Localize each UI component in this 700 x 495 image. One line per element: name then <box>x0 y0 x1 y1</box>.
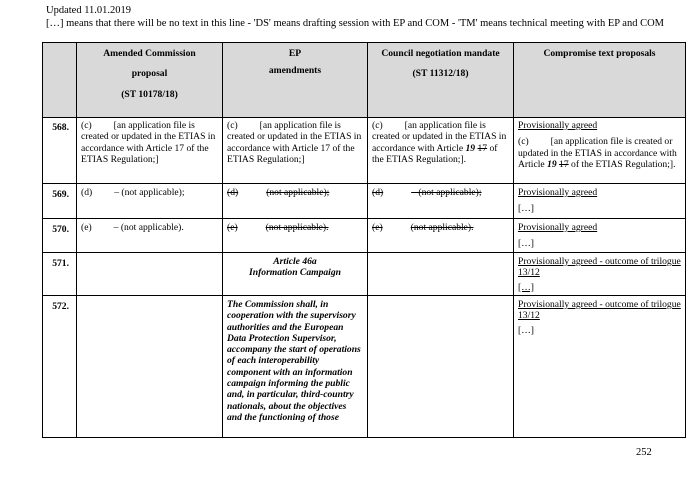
council-cell: (d) – (not applicable); <box>368 184 514 219</box>
header-council: Council negotiation mandate (ST 11312/18) <box>368 43 514 118</box>
header-number-cell <box>43 43 77 118</box>
commission-cell <box>77 296 223 438</box>
updated-date: Updated 11.01.2019 <box>46 5 132 16</box>
status-label: Provisionally agreed - outcome of trilogue 13/12 <box>518 299 681 322</box>
row-number: 569. <box>43 184 77 219</box>
row-number: 568. <box>43 118 77 184</box>
table-row-572 <box>43 296 686 438</box>
compromise-cell <box>514 296 686 438</box>
table-row-568 <box>43 118 686 184</box>
status-label: Provisionally agreed <box>518 120 598 131</box>
status-label: Provisionally agreed - outcome of trilogue 13/12 <box>518 256 681 279</box>
placeholder-text: […] <box>518 203 534 215</box>
header-ep: EP amendments <box>223 43 368 118</box>
ep-cell <box>223 296 368 438</box>
council-cell: (c) [an application file is created or updated in the ETIAS in accordance with Article 19 17 of the ETIAS Regulation;]. <box>368 118 514 184</box>
header-compromise: Compromise text proposals <box>514 43 686 118</box>
ep-amendment-text: The Commission shall, in cooperation with the supervisory authorities and the European Data Protection Supervisor, accompany the start of operations of each interoperability component with an information campaign informing the public and, in particular, third-country nationals, about the objectives and the functioning of those <box>227 299 361 423</box>
commission-cell: (c) [an application file is created or updated in the ETIAS in accordance with Article 17 of the ETIAS Regulation;] <box>77 118 223 184</box>
council-cell <box>368 296 514 438</box>
council-cell <box>368 253 514 296</box>
article-heading: Article 46a <box>273 256 317 267</box>
row-number: 572. <box>43 296 77 438</box>
table-row-570 <box>43 219 686 253</box>
status-label: Provisionally agreed <box>518 222 598 233</box>
status-label: Provisionally agreed <box>518 187 598 198</box>
table-header-row <box>43 43 686 118</box>
commission-cell <box>77 253 223 296</box>
page-number: 252 <box>636 447 652 458</box>
ep-cell: (e) (not applicable). <box>223 219 368 253</box>
council-cell: (e) (not applicable). <box>368 219 514 253</box>
table-row-569 <box>43 184 686 219</box>
ep-cell <box>223 253 368 296</box>
compromise-cell <box>514 253 686 296</box>
compromise-cell <box>514 219 686 253</box>
row-number: 570. <box>43 219 77 253</box>
page-header <box>46 5 686 30</box>
compromise-cell <box>514 184 686 219</box>
table-row-571 <box>43 253 686 296</box>
ep-cell: (d) (not applicable); <box>223 184 368 219</box>
placeholder-text: […] <box>518 324 534 336</box>
compromise-cell <box>514 118 686 184</box>
article-title: Information Campaign <box>249 267 341 279</box>
compromise-text: (c) [an application file is created or updated in the ETIAS in accordance with Article 19 17 of the ETIAS Regulation;]. <box>518 136 677 170</box>
placeholder-text: […] <box>518 238 534 250</box>
four-column-table <box>42 42 686 438</box>
legend-note: […] means that there will be no text in this line - 'DS' means drafting session with EP and COM - 'TM' means technical meeting with EP and COM <box>46 17 665 29</box>
header-commission: Amended Commission proposal (ST 10178/18) <box>77 43 223 118</box>
row-number: 571. <box>43 253 77 296</box>
placeholder-text: […] <box>518 281 534 293</box>
commission-cell: (d) – (not applicable); <box>77 184 223 219</box>
commission-cell: (e) – (not applicable). <box>77 219 223 253</box>
ep-cell: (c) [an application file is created or updated in the ETIAS in accordance with Article 17 of the ETIAS Regulation;] <box>223 118 368 184</box>
